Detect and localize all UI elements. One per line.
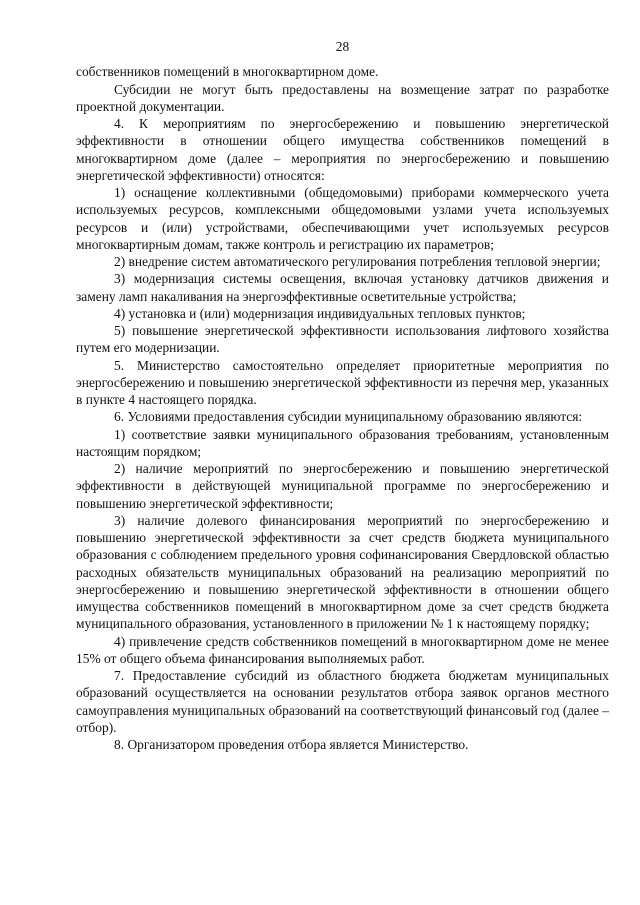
- paragraph-item-4-1: 1) оснащение коллективными (общедомовыми) приборами коммерческого учета используемых ресурсов, комплексными общедомовыми узлами учета используемых ресурсов и (или) устройствами, обеспечивающими учет используемых ресурсов многоквартирным домам, также контроль и регистрацию их параметров;: [76, 185, 609, 252]
- document-body: [76, 63, 609, 753]
- paragraph-item-7: 7. Предоставление субсидий из областного бюджета бюджетам муниципальных образований осуществляется на основании результатов отбора заявок органов местного самоуправления муниципальных образований на соответствующий финансовый год (далее – отбор).: [76, 668, 609, 735]
- paragraph-item-4-5: 5) повышение энергетической эффективности использования лифтового хозяйства путем его модернизации.: [76, 323, 609, 356]
- paragraph-no-design-docs: Субсидии не могут быть предоставлены на возмещение затрат по разработке проектной документации.: [76, 81, 609, 114]
- paragraph-item-4-4: 4) установка и (или) модернизация индивидуальных тепловых пунктов;: [114, 305, 526, 321]
- paragraph-item-6-3: 3) наличие долевого финансирования мероприятий по энергосбережению и повышению энергетической эффективности за счет средств бюджета муниципального образования с соблюдением предельного уровня софинансирования Свердловской областью расходных обязательств муниципальных образований на реализацию мероприятий по энергосбережению и повышению энергетической эффективности в отношении общего имущества собственников помещений в многоквартирном доме за счет средств бюджета муниципального образования, установленного в приложении № 1 к настоящему порядку;: [76, 512, 609, 632]
- paragraph-item-5: 5. Министерство самостоятельно определяет приоритетные мероприятия по энергосбережению и повышению энергетической эффективности из перечня мер, указанных в пункте 4 настоящего порядка.: [76, 357, 609, 407]
- paragraph-item-6-2: 2) наличие мероприятий по энергосбережению и повышению энергетической эффективности в действующей муниципальной программе по энергосбережению и повышению энергетической эффективности;: [76, 461, 609, 511]
- paragraph-continuation: собственников помещений в многоквартирном доме.: [76, 64, 379, 80]
- paragraph-item-6-1: 1) соответствие заявки муниципального образования требованиям, установленным настоящим порядком;: [76, 426, 609, 459]
- paragraph-item-8: 8. Организатором проведения отбора является Министерство.: [114, 737, 469, 752]
- paragraph-item-4-2: 2) внедрение систем автоматического регулирования потребления тепловой энергии;: [114, 254, 601, 269]
- paragraph-item-6: 6. Условиями предоставления субсидии муниципальному образованию являются:: [114, 409, 583, 425]
- paragraph-item-6-4: 4) привлечение средств собственников помещений в многоквартирном доме не менее 15% от общего объема финансирования выполняемых работ.: [76, 633, 609, 666]
- page-number: 28: [335, 39, 350, 54]
- paragraph-item-4-3: 3) модернизация системы освещения, включая установку датчиков движения и замену ламп накаливания на энергоэффективные осветительные устройства;: [76, 271, 609, 304]
- paragraph-item-4: 4. К мероприятиям по энергосбережению и повышению энергетической эффективности в отношении общего имущества собственников помещений в многоквартирном доме (далее – мероприятия по энергосбережению и повышению энергетической эффективности) относятся:: [76, 116, 609, 183]
